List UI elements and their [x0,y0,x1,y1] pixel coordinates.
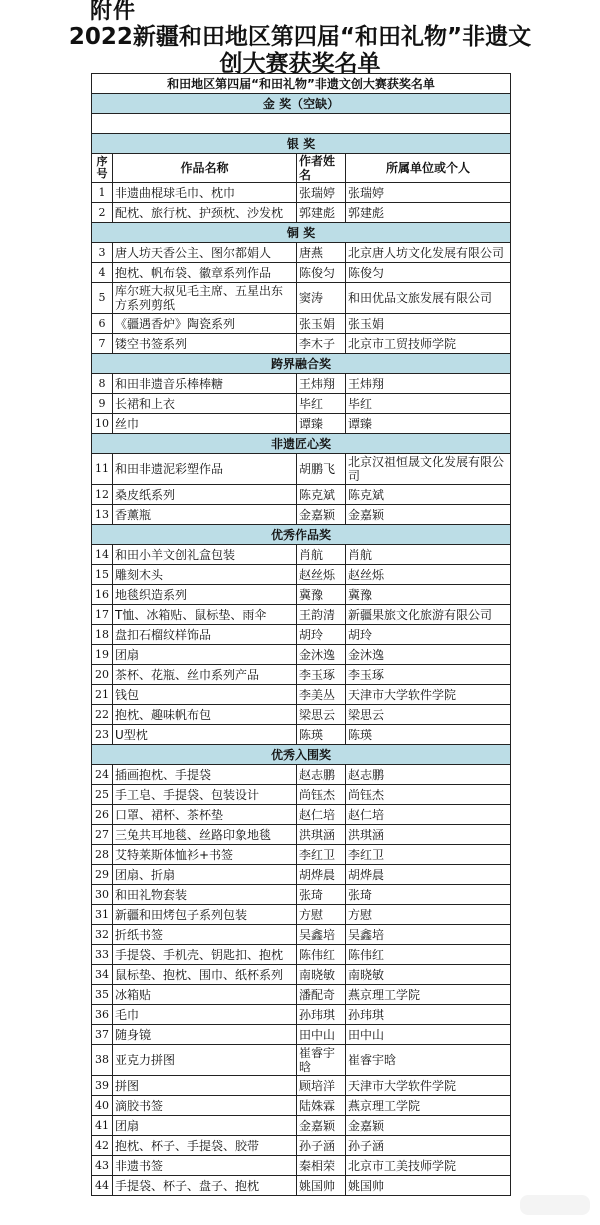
author-name: 李玉琢 [297,665,346,685]
row-index: 5 [92,283,113,314]
row-index: 1 [92,183,113,203]
work-name: 毛巾 [113,1005,297,1025]
affiliation: 尚钰杰 [346,785,511,805]
table-row [92,565,511,585]
table-row [92,283,511,314]
table-row [92,885,511,905]
author-name: 李红卫 [297,845,346,865]
table-row [92,825,511,845]
table-row [92,374,511,394]
author-name: 李木子 [297,334,346,354]
table-row [92,965,511,985]
author-name: 赵志鹏 [297,765,346,785]
row-index: 27 [92,825,113,845]
table-row [92,1156,511,1176]
affiliation: 冀豫 [346,585,511,605]
work-name: 非遗书签 [113,1156,297,1176]
row-index: 8 [92,374,113,394]
author-name: 孙子涵 [297,1136,346,1156]
author-name: 秦相荣 [297,1156,346,1176]
affiliation: 谭臻 [346,414,511,434]
table-row [92,985,511,1005]
affiliation: 新疆果旅文化旅游有限公司 [346,605,511,625]
affiliation: 郭建彪 [346,203,511,223]
work-name: 配枕、旅行枕、护颈枕、沙发枕 [113,203,297,223]
table-row [92,1005,511,1025]
row-index: 17 [92,605,113,625]
affiliation: 天津市大学软件学院 [346,1076,511,1096]
section-header: 优秀入围奖 [92,745,511,765]
table-row [92,414,511,434]
author-name: 陈克斌 [297,485,346,505]
row-index: 19 [92,645,113,665]
work-name: 库尔班大叔见毛主席、五星出东方系列剪纸 [113,283,297,314]
work-name: 丝巾 [113,414,297,434]
row-index: 25 [92,785,113,805]
affiliation: 崔睿宇晗 [346,1045,511,1076]
affiliation: 张玉娟 [346,314,511,334]
author-name: 金嘉颖 [297,1116,346,1136]
author-name: 赵丝烁 [297,565,346,585]
author-name: 南晓敏 [297,965,346,985]
author-name: 陆姝霖 [297,1096,346,1116]
affiliation: 姚国帅 [346,1176,511,1196]
row-index: 3 [92,243,113,263]
row-index: 36 [92,1005,113,1025]
affiliation: 燕京理工学院 [346,1096,511,1116]
table-row [92,805,511,825]
work-name: 手工皂、手提袋、包装设计 [113,785,297,805]
row-index: 29 [92,865,113,885]
affiliation: 北京市工贸技师学院 [346,334,511,354]
author-name: 李美丛 [297,685,346,705]
row-index: 37 [92,1025,113,1045]
title-line-1: 2022新疆和田地区第四届“和田礼物”非遗文 [68,24,532,50]
table-row [92,454,511,485]
affiliation: 赵志鹏 [346,765,511,785]
author-name: 顾培洋 [297,1076,346,1096]
affiliation: 王炜翔 [346,374,511,394]
table-row [92,485,511,505]
row-index: 38 [92,1045,113,1076]
section-header: 铜 奖 [92,223,511,243]
author-name: 王韵清 [297,605,346,625]
author-name: 陈俊匀 [297,263,346,283]
table-row [92,705,511,725]
affiliation: 孙子涵 [346,1136,511,1156]
author-name: 肖航 [297,545,346,565]
author-name: 洪琪涵 [297,825,346,845]
affiliation: 和田优品文旅发展有限公司 [346,283,511,314]
work-name: 镂空书签系列 [113,334,297,354]
work-name: U型枕 [113,725,297,745]
work-name: 亚克力拼图 [113,1045,297,1076]
row-index: 40 [92,1096,113,1116]
work-name: 桑皮纸系列 [113,485,297,505]
work-name: 滴胶书签 [113,1096,297,1116]
work-name: T恤、冰箱贴、鼠标垫、雨伞 [113,605,297,625]
work-name: 唐人坊天香公主、图尔都娟人 [113,243,297,263]
col-header-author: 作者姓名 [297,154,346,183]
column-header-row [92,154,511,183]
work-name: 团扇 [113,645,297,665]
row-index: 11 [92,454,113,485]
author-name: 尚钰杰 [297,785,346,805]
table-row [92,645,511,665]
work-name: 折纸书签 [113,925,297,945]
author-name: 梁思云 [297,705,346,725]
affiliation: 北京汉祖恒晟文化发展有限公司 [346,454,511,485]
affiliation: 赵丝烁 [346,565,511,585]
table-row [92,1116,511,1136]
work-name: 钱包 [113,685,297,705]
affiliation: 金嘉颖 [346,505,511,525]
author-name: 王炜翔 [297,374,346,394]
table-row [92,545,511,565]
work-name: 新疆和田烤包子系列包装 [113,905,297,925]
work-name: 手提袋、手机壳、钥匙扣、抱枕 [113,945,297,965]
row-index: 12 [92,485,113,505]
section-header: 优秀作品奖 [92,525,511,545]
table-row [92,1025,511,1045]
author-name: 陈瑛 [297,725,346,745]
work-name: 香薰瓶 [113,505,297,525]
row-index: 22 [92,705,113,725]
table-row [92,845,511,865]
affiliation: 金沐逸 [346,645,511,665]
row-index: 18 [92,625,113,645]
section-header: 金 奖（空缺） [92,94,511,114]
affiliation: 洪琪涵 [346,825,511,845]
affiliation: 田中山 [346,1025,511,1045]
col-header-affiliation: 所属单位或个人 [346,154,511,183]
work-name: 鼠标垫、抱枕、围巾、纸杯系列 [113,965,297,985]
affiliation: 陈克斌 [346,485,511,505]
table-row [92,203,511,223]
affiliation: 南晓敏 [346,965,511,985]
affiliation: 肖航 [346,545,511,565]
author-name: 张琦 [297,885,346,905]
affiliation: 李玉琢 [346,665,511,685]
author-name: 张玉娟 [297,314,346,334]
work-name: 抱枕、趣味帆布包 [113,705,297,725]
row-index: 34 [92,965,113,985]
attachment-label: 附件 [90,0,137,24]
title-line-2: 创大赛获奖名单 [219,51,381,77]
row-index: 13 [92,505,113,525]
author-name: 吴鑫培 [297,925,346,945]
section-header: 银 奖 [92,134,511,154]
work-name: 冰箱贴 [113,985,297,1005]
table-row [92,1076,511,1096]
affiliation: 张瑞婷 [346,183,511,203]
author-name: 谭臻 [297,414,346,434]
work-name: 非遗曲棍球毛巾、枕巾 [113,183,297,203]
work-name: 抱枕、帆布袋、徽章系列作品 [113,263,297,283]
author-name: 郭建彪 [297,203,346,223]
affiliation: 赵仁培 [346,805,511,825]
affiliation: 陈伟红 [346,945,511,965]
table-row [92,865,511,885]
work-name: 和田小羊文创礼盒包装 [113,545,297,565]
work-name: 长裙和上衣 [113,394,297,414]
work-name: 口罩、裙杯、茶杯垫 [113,805,297,825]
row-index: 30 [92,885,113,905]
work-name: 团扇、折扇 [113,865,297,885]
work-name: 抱枕、杯子、手提袋、胶带 [113,1136,297,1156]
author-name: 胡烨晨 [297,865,346,885]
row-index: 44 [92,1176,113,1196]
table-row [92,314,511,334]
table-row [92,334,511,354]
row-index: 32 [92,925,113,945]
work-name: 茶杯、花瓶、丝巾系列产品 [113,665,297,685]
table-row [92,1096,511,1116]
work-name: 和田非遗泥彩塑作品 [113,454,297,485]
table-row [92,243,511,263]
row-index: 16 [92,585,113,605]
row-index: 21 [92,685,113,705]
row-index: 23 [92,725,113,745]
table-row [92,605,511,625]
table-row [92,765,511,785]
empty-row [92,114,511,134]
row-index: 20 [92,665,113,685]
table-row [92,183,511,203]
section-header: 非遗匠心奖 [92,434,511,454]
work-name: 插画抱枕、手提袋 [113,765,297,785]
table-row [92,725,511,745]
author-name: 田中山 [297,1025,346,1045]
row-index: 15 [92,565,113,585]
affiliation: 陈俊匀 [346,263,511,283]
table-row [92,665,511,685]
row-index: 10 [92,414,113,434]
row-index: 35 [92,985,113,1005]
author-name: 姚国帅 [297,1176,346,1196]
author-name: 胡玲 [297,625,346,645]
row-index: 41 [92,1116,113,1136]
affiliation: 金嘉颖 [346,1116,511,1136]
affiliation: 方慰 [346,905,511,925]
table-row [92,905,511,925]
work-name: 手提袋、杯子、盘子、抱枕 [113,1176,297,1196]
table-row [92,585,511,605]
row-index: 33 [92,945,113,965]
work-name: 盘扣石榴纹样饰品 [113,625,297,645]
author-name: 潘配奇 [297,985,346,1005]
row-index: 2 [92,203,113,223]
table-row [92,394,511,414]
affiliation: 吴鑫培 [346,925,511,945]
table-caption: 和田地区第四届“和田礼物”非遗文创大赛获奖名单 [92,74,511,94]
row-index: 39 [92,1076,113,1096]
author-name: 崔睿宇晗 [297,1045,346,1076]
row-index: 7 [92,334,113,354]
section-header: 跨界融合奖 [92,354,511,374]
row-index: 42 [92,1136,113,1156]
affiliation: 胡玲 [346,625,511,645]
affiliation: 燕京理工学院 [346,985,511,1005]
affiliation: 北京市工美技师学院 [346,1156,511,1176]
author-name: 毕红 [297,394,346,414]
work-name: 和田非遗音乐棒棒糖 [113,374,297,394]
work-name: 和田礼物套装 [113,885,297,905]
affiliation: 梁思云 [346,705,511,725]
affiliation: 张琦 [346,885,511,905]
author-name: 窦涛 [297,283,346,314]
affiliation: 毕红 [346,394,511,414]
table-row [92,505,511,525]
author-name: 金嘉颖 [297,505,346,525]
table-row [92,785,511,805]
author-name: 孙玮琪 [297,1005,346,1025]
affiliation: 陈瑛 [346,725,511,745]
table-row [92,263,511,283]
row-index: 14 [92,545,113,565]
page-title [0,24,600,78]
table-row [92,685,511,705]
row-index: 43 [92,1156,113,1176]
row-index: 26 [92,805,113,825]
col-header-work-name: 作品名称 [113,154,297,183]
author-name: 金沐逸 [297,645,346,665]
table-row [92,625,511,645]
work-name: 随身镜 [113,1025,297,1045]
watermark [520,1195,590,1215]
row-index: 4 [92,263,113,283]
author-name: 唐燕 [297,243,346,263]
table-row [92,945,511,965]
author-name: 冀豫 [297,585,346,605]
table-row [92,1136,511,1156]
award-table [91,73,511,1196]
author-name: 张瑞婷 [297,183,346,203]
work-name: 雕刻木头 [113,565,297,585]
table-row [92,925,511,945]
work-name: 三兔共耳地毯、丝路印象地毯 [113,825,297,845]
row-index: 6 [92,314,113,334]
work-name: 团扇 [113,1116,297,1136]
author-name: 赵仁培 [297,805,346,825]
col-header-index: 序号 [92,154,113,183]
row-index: 9 [92,394,113,414]
affiliation: 北京唐人坊文化发展有限公司 [346,243,511,263]
work-name: 艾特莱斯体恤衫+书签 [113,845,297,865]
affiliation: 孙玮琪 [346,1005,511,1025]
work-name: 《疆遇香炉》陶瓷系列 [113,314,297,334]
row-index: 28 [92,845,113,865]
table-row [92,1176,511,1196]
work-name: 地毯织造系列 [113,585,297,605]
row-index: 24 [92,765,113,785]
work-name: 拼图 [113,1076,297,1096]
author-name: 方慰 [297,905,346,925]
author-name: 胡鹏飞 [297,454,346,485]
row-index: 31 [92,905,113,925]
table-row [92,1045,511,1076]
affiliation: 天津市大学软件学院 [346,685,511,705]
affiliation: 李红卫 [346,845,511,865]
author-name: 陈伟红 [297,945,346,965]
affiliation: 胡烨晨 [346,865,511,885]
